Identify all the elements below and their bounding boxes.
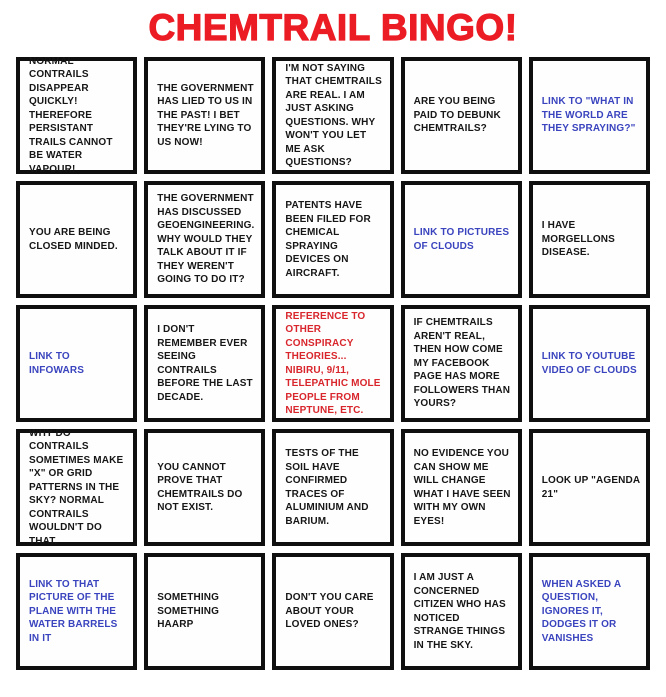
bingo-cell-text: IF CHEMTRAILS AREN'T REAL, THEN HOW COME MY FACEBOOK PAGE HAS MORE FOLLOWERS THAN YOURS? xyxy=(413,317,511,410)
bingo-cell xyxy=(144,429,265,546)
bingo-cell-text: LINK TO YOUTUBE VIDEO OF CLOUDS xyxy=(541,351,637,376)
bingo-cell xyxy=(401,181,522,298)
bingo-cell-text: THE GOVERNMENT HAS LIED TO US IN THE PAST! I BET THEY'RE LYING TO US NOW! xyxy=(157,82,254,148)
bingo-cell-text: REFERENCE TO OTHER CONSPIRACY THEORIES... NIBIRU, 9/11, TELEPATHIC MOLE PEOPLE FROM NEPTUNE, ETC. xyxy=(285,310,381,416)
bingo-cell xyxy=(401,305,522,422)
bingo-cell-text: YOU CANNOT PROVE THAT CHEMTRAILS DO NOT EXIST. xyxy=(157,461,243,513)
bingo-cell xyxy=(16,181,137,298)
bingo-cell-text: PATENTS HAVE BEEN FILED FOR CHEMICAL SPRAYING DEVICES ON AIRCRAFT. xyxy=(285,200,371,279)
bingo-grid xyxy=(16,57,650,670)
bingo-cell-text: SOMETHING SOMETHING HAARP xyxy=(157,592,220,631)
bingo-cell-text: LINK TO "WHAT IN THE WORLD ARE THEY SPRAYING?" xyxy=(541,96,636,135)
bingo-cell xyxy=(144,181,265,298)
bingo-cell-text: WHEN ASKED A QUESTION, IGNORES IT, DODGES IT OR VANISHES xyxy=(541,578,621,644)
bingo-cell-text: I'M NOT SAYING THAT CHEMTRAILS ARE REAL. I AM JUST ASKING QUESTIONS. WHY WON'T YOU LET ME ASK QUESTIONS? xyxy=(285,62,382,168)
bingo-cell-text: I AM JUST A CONCERNED CITIZEN WHO HAS NOTICED STRANGE THINGS IN THE SKY. xyxy=(413,572,506,651)
bingo-cell xyxy=(529,553,650,670)
bingo-cell xyxy=(144,305,265,422)
bingo-cell-text: LINK TO INFOWARS xyxy=(29,351,85,376)
bingo-cell-text: LINK TO PICTURES OF CLOUDS xyxy=(413,227,510,252)
bingo-cell-text: LOOK UP "AGENDA 21" xyxy=(541,475,640,500)
bingo-cell xyxy=(272,553,393,670)
bingo-cell-text: ARE YOU BEING PAID TO DEBUNK CHEMTRAILS? xyxy=(413,96,501,135)
bingo-cell-text: NORMAL CONTRAILS DISAPPEAR QUICKLY! THEREFORE PERSISTANT TRAILS CANNOT BE WATER VAPOUR! xyxy=(29,55,113,175)
bingo-cell xyxy=(272,429,393,546)
bingo-cell-text: NO EVIDENCE YOU CAN SHOW ME WILL CHANGE WHAT I HAVE SEEN WITH MY OWN EYES! xyxy=(413,448,511,527)
bingo-cell-text: I HAVE MORGELLONS DISEASE. xyxy=(541,220,615,259)
bingo-cell xyxy=(529,57,650,174)
bingo-cell xyxy=(401,553,522,670)
bingo-cell xyxy=(529,429,650,546)
bingo-cell xyxy=(401,429,522,546)
bingo-cell xyxy=(16,553,137,670)
page-title: CHEMTRAIL BINGO! xyxy=(148,7,518,48)
bingo-cell xyxy=(529,181,650,298)
bingo-cell xyxy=(529,305,650,422)
bingo-cell-text: I DON'T REMEMBER EVER SEEING CONTRAILS BEFORE THE LAST DECADE. xyxy=(157,324,253,403)
bingo-cell-text: DON'T YOU CARE ABOUT YOUR LOVED ONES? xyxy=(285,592,374,631)
bingo-cell xyxy=(144,57,265,174)
bingo-cell xyxy=(16,429,137,546)
bingo-cell xyxy=(272,305,393,422)
bingo-cell-text: YOU ARE BEING CLOSED MINDED. xyxy=(29,227,118,252)
bingo-cell xyxy=(16,305,137,422)
bingo-cell xyxy=(272,57,393,174)
bingo-cell xyxy=(16,57,137,174)
bingo-cell-text: WHY DO CONTRAILS SOMETIMES MAKE "X" OR GRID PATTERNS IN THE SKY? NORMAL CONTRAILS WOULDN'T DO THAT. xyxy=(29,427,124,547)
bingo-cell xyxy=(272,181,393,298)
bingo-cell xyxy=(144,553,265,670)
bingo-cell-text: LINK TO THAT PICTURE OF THE PLANE WITH THE WATER BARRELS IN IT xyxy=(29,578,118,644)
bingo-cell-text: TESTS OF THE SOIL HAVE CONFIRMED TRACES OF ALUMINIUM AND BARIUM. xyxy=(285,448,369,527)
bingo-cell xyxy=(401,57,522,174)
bingo-cell-text: THE GOVERNMENT HAS DISCUSSED GEOENGINEERING. WHY WOULD THEY TALK ABOUT IT IF THEY WEREN'T GOING TO DO IT? xyxy=(157,193,255,286)
